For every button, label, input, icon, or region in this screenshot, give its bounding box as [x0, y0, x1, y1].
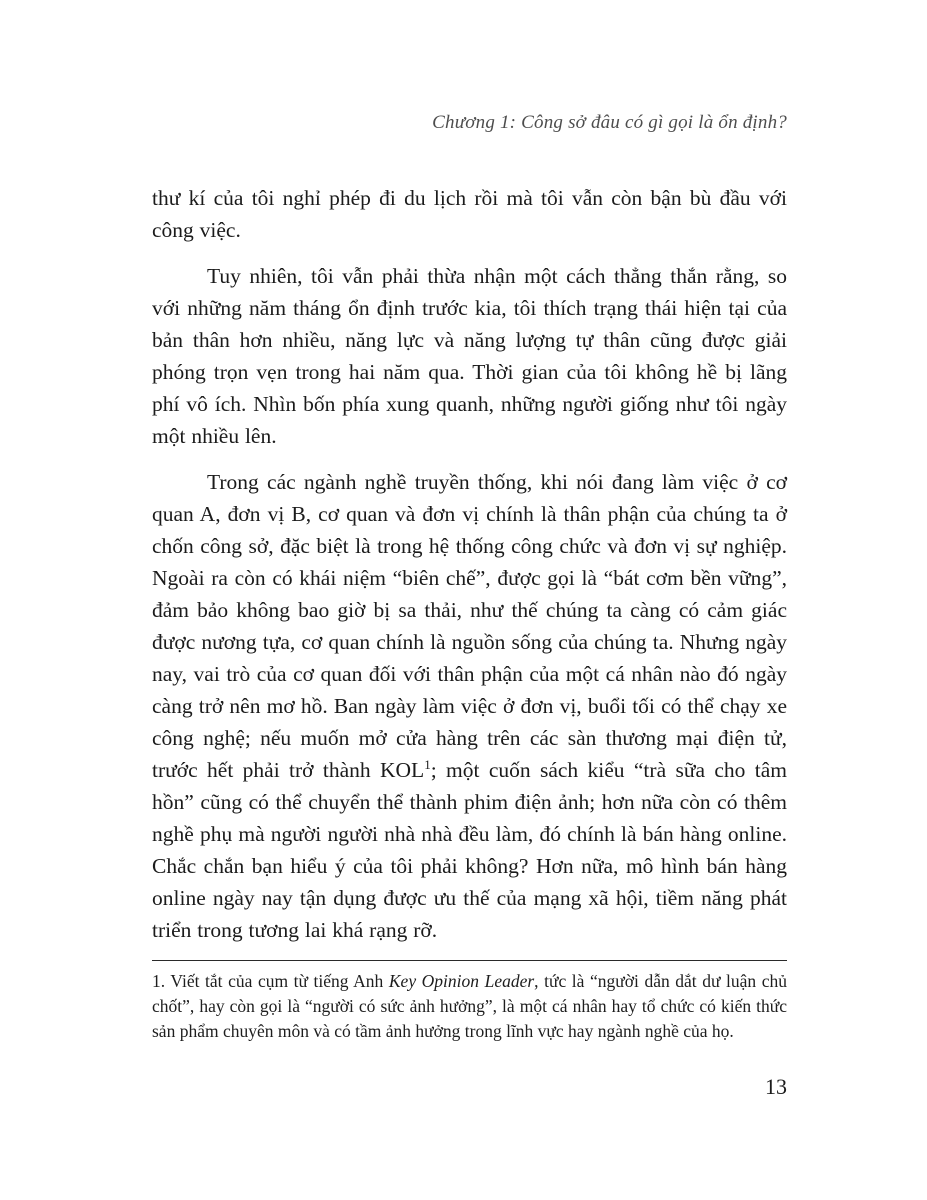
- footnote-text: , tức là “người dẫn dắt dư luận chủ chốt”, hay còn gọi là “người có sức ảnh hưởng”, là một cá nhân hay tổ chức có kiến thức sản phẩm chuyên môn và có tầm ảnh hưởng trong lĩnh vực hay ngành nghề của họ.: [152, 971, 787, 1041]
- paragraph: [152, 466, 787, 946]
- paragraph-text: Trong các ngành nghề truyền thống, khi nói đang làm việc ở cơ quan A, đơn vị B, cơ quan và đơn vị chính là thân phận của chúng ta ở chốn công sở, đặc biệt là trong hệ thống công chức và đơn vị sự nghiệp. Ngoài ra còn có khái niệm “biên chế”, được gọi là “bát cơm bền vững”, đảm bảo không bao giờ bị sa thải, như thế chúng ta càng có cảm giác được nương tựa, cơ quan chính là nguồn sống của chúng ta. Nhưng ngày nay, vai trò của cơ quan đối với thân phận của một cá nhân nào đó ngày càng trở nên mơ hồ. Ban ngày làm việc ở đơn vị, buổi tối có thể chạy xe công nghệ; nếu muốn mở cửa hàng trên các sàn thương mại điện tử, trước hết phải trở thành KOL: [152, 470, 787, 782]
- footnote-divider: [152, 960, 787, 961]
- text-block: [152, 182, 787, 1044]
- footnote-text: 1. Viết tắt của cụm từ tiếng Anh: [152, 971, 389, 991]
- footnote: [152, 969, 787, 1044]
- paragraph-text: ; một cuốn sách kiểu “trà sữa cho tâm hồn” cũng có thể chuyển thể thành phim điện ảnh; hơn nữa còn có thêm nghề phụ mà người người nhà nhà đều làm, đó chính là bán hàng online. Chắc chắn bạn hiểu ý của tôi phải không? Hơn nữa, mô hình bán hàng online ngày nay tận dụng được ưu thế của mạng xã hội, tiềm năng phát triển trong tương lai khá rạng rỡ.: [152, 758, 788, 942]
- page-number: 13: [765, 1074, 787, 1099]
- chapter-running-header: Chương 1: Công sở đâu có gì gọi là ổn định?: [432, 112, 787, 133]
- footnote-marker: 1: [424, 756, 431, 772]
- footnote-italic-term: Key Opinion Leader: [388, 971, 535, 991]
- paragraph: thư kí của tôi nghỉ phép đi du lịch rồi mà tôi vẫn còn bận bù đầu với công việc.: [152, 186, 787, 242]
- paragraph: Tuy nhiên, tôi vẫn phải thừa nhận một cách thẳng thắn rằng, so với những năm tháng ổn định trước kia, tôi thích trạng thái hiện tại của bản thân hơn nhiều, năng lực và năng lượng tự thân cũng được giải phóng trọn vẹn trong hai năm qua. Thời gian của tôi không hề bị lãng phí vô ích. Nhìn bốn phía xung quanh, những người giống như tôi ngày một nhiều lên.: [152, 264, 787, 448]
